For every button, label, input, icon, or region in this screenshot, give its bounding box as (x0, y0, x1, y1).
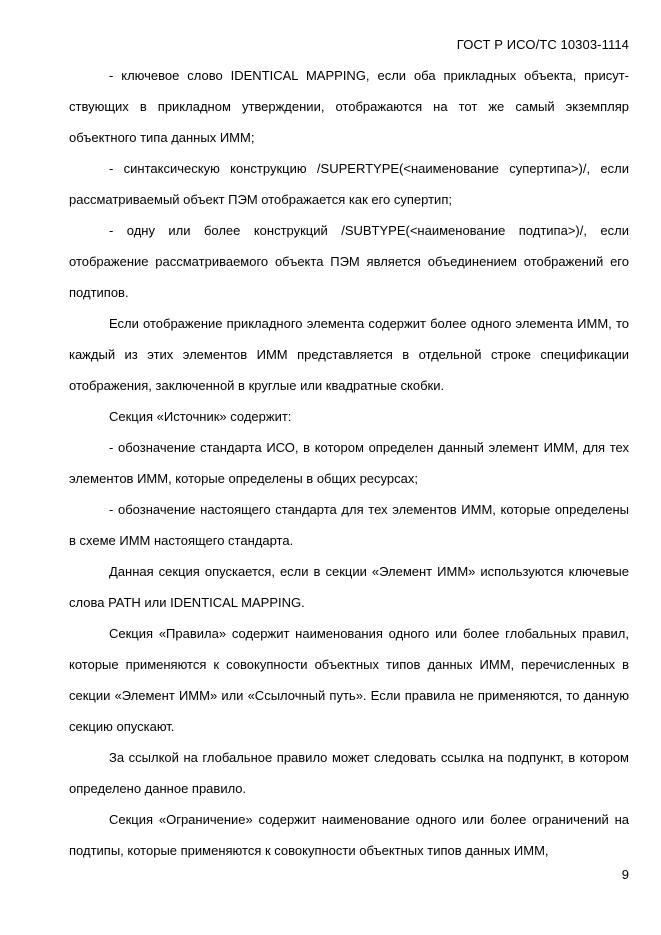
list-item-iso-designation: - обозначение стандарта ИСО, в котором определен данный элемент ИММ, для тех элементов ИММ, которые определены в общих ресурсах; (69, 440, 629, 486)
list-item-standard-designation: - обозначение настоящего стандарта для тех элементов ИММ, которые определены в схеме ИММ настоящего стандарта. (69, 502, 629, 548)
list-item-subtype: - одну или более конструкций /SUBTYPE(<наименование подтипа>)/, если отображение рассматриваемого объекта ПЭМ является объединением отображений его подтипов. (69, 223, 629, 300)
paragraph-global-rule-reference: За ссылкой на глобальное правило может следовать ссылка на подпункт, в котором определено данное правило. (69, 750, 629, 796)
list-item-supertype: - синтаксическую конструкцию /SUPERTYPE(<наименование супертипа>)/, если рассматриваемый объект ПЭМ отображается как его супертип; (69, 161, 629, 207)
list-item-identical-mapping: - ключевое слово IDENTICAL MAPPING, если оба прикладных объекта, присут-ствующих в прикладном утверждении, отображаются на тот же самый экземпляр объектного типа данных ИММ; (69, 68, 629, 145)
paragraph-restriction-section: Секция «Ограничение» содержит наименование одного или более ограничений на подтипы, которые применяются к совокупности объектных типов данных ИММ, (69, 812, 629, 858)
document-header: ГОСТ Р ИСО/ТС 10303-1114 (456, 37, 629, 52)
paragraph-rules-section: Секция «Правила» содержит наименования одного или более глобальных правил, которые применяются к совокупности объектных типов данных ИММ, перечисленных в секции «Элемент ИММ» или «Ссылочный путь». Если правила не применяются, то данную секцию опускают. (69, 626, 629, 734)
paragraph-source-section: Секция «Источник» содержит: (109, 409, 292, 424)
paragraph-multiple-elements: Если отображение прикладного элемента содержит более одного элемента ИММ, то каждый из этих элементов ИММ представляется в отдельной строке спецификации отображения, заключенной в круглые или квадратные скобки. (69, 316, 629, 393)
page-number: 9 (621, 867, 629, 882)
page-body (69, 60, 629, 866)
paragraph-section-omitted: Данная секция опускается, если в секции «Элемент ИММ» используются ключевые слова PATH или IDENTICAL MAPPING. (69, 564, 629, 610)
